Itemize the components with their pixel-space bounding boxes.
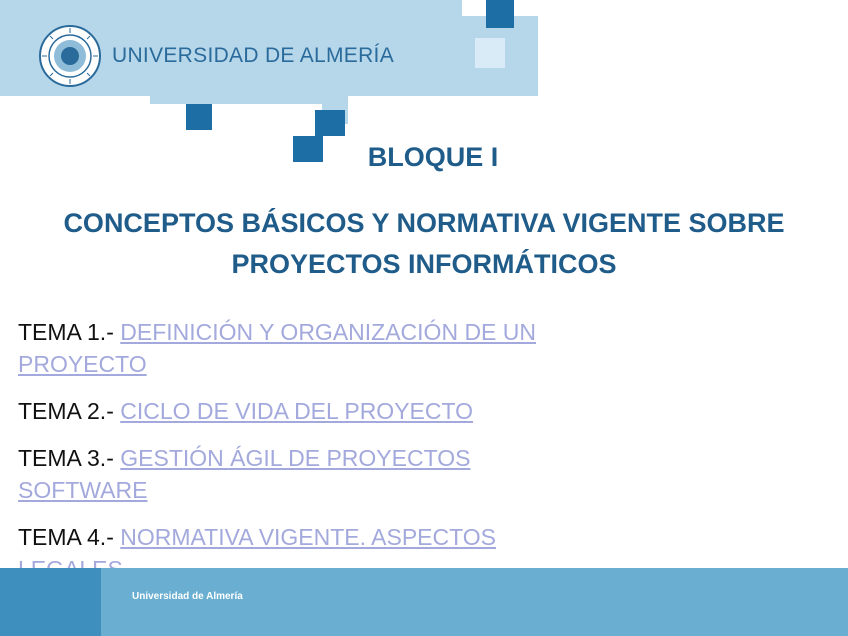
block-title: BLOQUE I xyxy=(367,142,499,172)
topic-link[interactable]: GESTIÓN ÁGIL DE PROYECTOS SOFTWARE xyxy=(18,445,471,503)
deco-square xyxy=(186,104,212,130)
deco-square xyxy=(486,0,514,28)
footer-band xyxy=(0,568,848,636)
footer-text: Universidad de Almería xyxy=(132,591,243,602)
topic-prefix: TEMA 3.- xyxy=(18,445,121,471)
university-seal-logo xyxy=(38,24,102,88)
header-band-step xyxy=(150,96,348,104)
topic-link[interactable]: NORMATIVA VIGENTE. ASPECTOS xyxy=(120,524,496,550)
slide-subtitle: CONCEPTOS BÁSICOS Y NORMATIVA VIGENTE SOBRE PROYECTOS INFORMÁTICOS xyxy=(63,208,785,279)
deco-square xyxy=(475,38,505,68)
topic-item xyxy=(18,395,578,427)
footer-accent xyxy=(0,568,101,636)
topic-item xyxy=(18,316,578,380)
topic-link[interactable]: DEFINICIÓN Y ORGANIZACIÓN DE UN PROYECTO xyxy=(18,319,537,377)
topics-list xyxy=(18,316,578,600)
university-name: UNIVERSIDAD DE ALMERÍA xyxy=(112,44,394,67)
topic-prefix: TEMA 4.- xyxy=(18,524,121,550)
topic-link[interactable]: CICLO DE VIDA DEL PROYECTO xyxy=(120,398,474,424)
topic-item xyxy=(18,442,578,506)
topic-prefix: TEMA 2.- xyxy=(18,398,121,424)
topic-prefix: TEMA 1.- xyxy=(18,319,121,345)
deco-square xyxy=(315,110,345,136)
